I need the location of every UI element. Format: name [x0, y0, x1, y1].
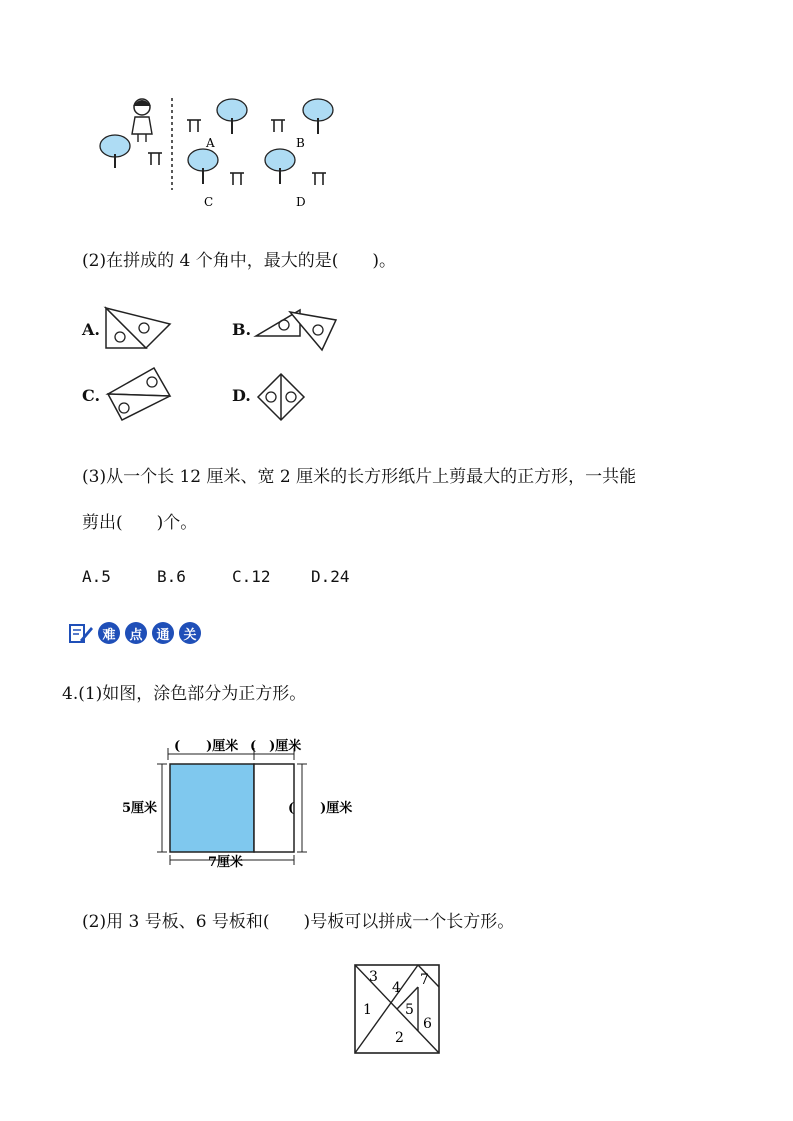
option-d-label[interactable]: D. [232, 386, 251, 405]
pen-paper-icon [68, 622, 94, 644]
girl-icon [132, 99, 152, 142]
rectangle-figure [120, 732, 370, 872]
scene-label-a: A [206, 136, 215, 150]
dim-label-right: ( )厘米 [288, 801, 353, 816]
question-3-line1: (3)从一个长 12 厘米、宽 2 厘米的长方形纸片上剪最大的正方形，一共能 [82, 467, 637, 487]
scene-illustration [95, 92, 340, 212]
tree-icon [188, 149, 218, 184]
scene-label-c: C [204, 195, 214, 209]
option-c-figure[interactable] [102, 364, 174, 424]
tangram-number-7: 7 [420, 972, 429, 988]
scene-label-d: D [296, 195, 306, 209]
section-char-2: 点 [125, 622, 147, 644]
tree-icon [217, 99, 247, 134]
tree-icon [100, 135, 130, 168]
stool-icon [187, 120, 201, 132]
stool-icon [312, 173, 326, 185]
option-a-label[interactable]: A. [82, 320, 100, 339]
tangram-number-2: 2 [395, 1030, 404, 1046]
q3-choice-c[interactable]: C.12 [232, 567, 271, 586]
shaded-square [170, 764, 254, 852]
tangram-number-6: 6 [423, 1016, 432, 1032]
stool-icon [148, 153, 162, 165]
section-char-3: 通 [152, 622, 174, 644]
dim-label-left: 5厘米 [122, 801, 158, 816]
question-4-1-text: 4.(1)如图，涂色部分为正方形。 [62, 684, 307, 704]
stool-icon [230, 173, 244, 185]
tangram-number-3: 3 [369, 969, 378, 985]
section-char-1: 难 [98, 622, 120, 644]
q3-choice-b[interactable]: B.6 [157, 567, 186, 586]
scene-label-b: B [296, 136, 305, 150]
tangram-number-1: 1 [363, 1002, 372, 1018]
stool-icon [271, 120, 285, 132]
q3-choice-a[interactable]: A.5 [82, 567, 111, 586]
option-d-figure[interactable] [254, 370, 308, 424]
tree-icon [303, 99, 333, 134]
dim-label-top-left: ( )厘米 [174, 739, 239, 754]
dim-label-top-right: ( )厘米 [250, 739, 302, 754]
section-char-4: 关 [179, 622, 201, 644]
tangram-number-4: 4 [392, 980, 401, 996]
question-2-text: (2)在拼成的 4 个角中，最大的是( )。 [82, 251, 396, 271]
section-title [68, 622, 202, 644]
dim-label-bottom: 7厘米 [208, 855, 244, 870]
option-a-figure[interactable] [102, 304, 174, 354]
tangram-number-5: 5 [405, 1002, 414, 1018]
option-b-label[interactable]: B. [232, 320, 252, 339]
tree-icon [265, 149, 295, 184]
question-3-line2: 剪出( )个。 [82, 513, 198, 533]
q3-choice-d[interactable]: D.24 [311, 567, 350, 586]
question-4-2-text: (2)用 3 号板、6 号板和( )号板可以拼成一个长方形。 [82, 912, 515, 932]
option-c-label[interactable]: C. [82, 386, 101, 405]
tangram-figure [352, 962, 442, 1056]
option-b-figure[interactable] [252, 302, 342, 354]
